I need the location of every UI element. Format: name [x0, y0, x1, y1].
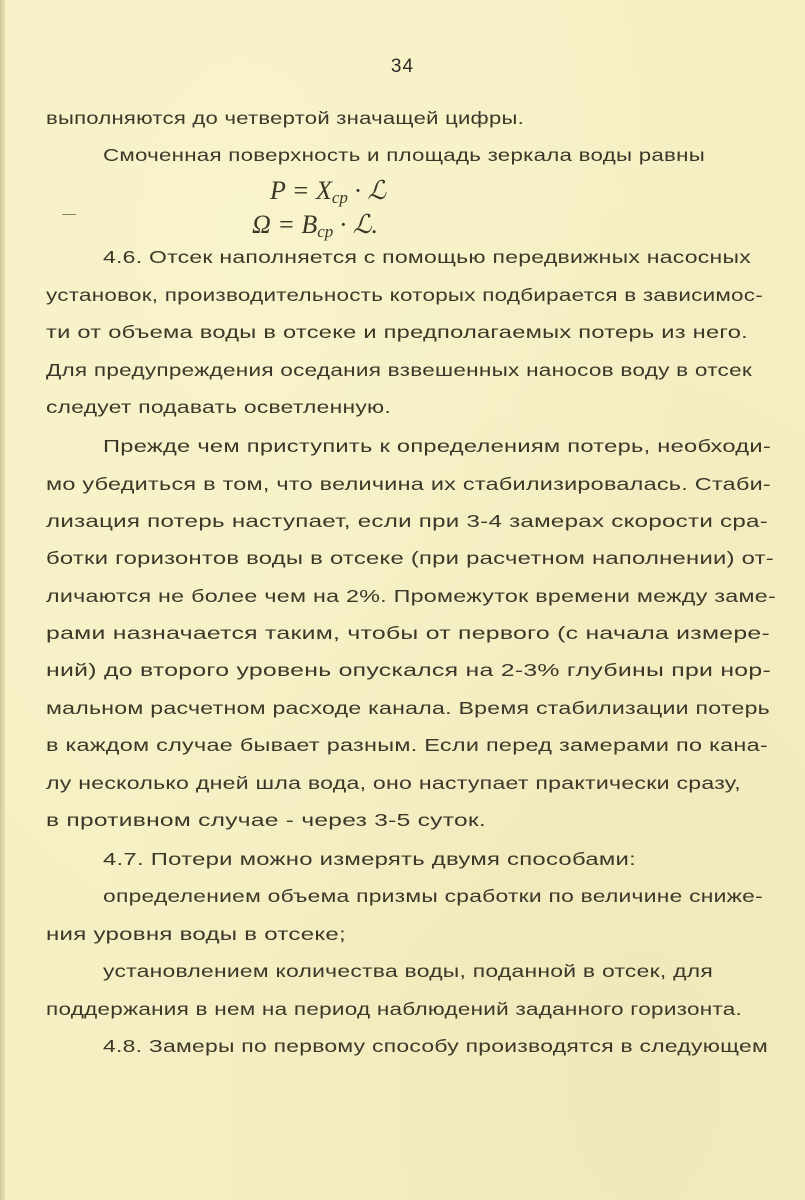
text-line: 4.7. Потери можно измерять двумя способами: — [103, 849, 636, 869]
formula-eq: = — [270, 210, 302, 239]
text-line: лу несколько дней шла вода, оно наступает практически сразу, — [46, 773, 741, 793]
formula-dot: · — [333, 210, 353, 239]
formula-rhs: ℒ — [352, 210, 372, 239]
text-line: Прежде чем приступить к определениям потерь, необходи- — [103, 436, 771, 456]
formula-f2 — [252, 210, 378, 242]
formula-lhs: Ω — [252, 210, 271, 239]
formula-lhs: P — [270, 176, 286, 205]
text-line: 4.6. Отсек наполняется с помощью передвижных насосных — [103, 247, 751, 267]
text-line: ботки горизонтов воды в отсеке (при расчетном наполнении) от- — [46, 548, 774, 568]
text-line: поддержания в нем на период наблюдений заданного горизонта. — [46, 999, 742, 1019]
text-line: выполняются до четвертой значащей цифры. — [46, 108, 524, 128]
text-line: личаются не более чем на 2%. Промежуток времени между заме- — [46, 586, 776, 606]
text-line: в каждом случае бывает разным. Если перед замерами по кана- — [46, 735, 768, 755]
page-binding-edge — [0, 0, 5, 1200]
text-line: установлением количества воды, поданной в отсек, для — [103, 961, 713, 981]
text-line: мальном расчетном расходе канала. Время стабилизации потерь — [46, 698, 770, 718]
text-line: Для предупреждения оседания взвешенных наносов воду в отсек — [46, 360, 752, 380]
text-line: в противном случае - через 3-5 суток. — [46, 810, 486, 830]
margin-mark — [62, 214, 76, 215]
formula-var: B — [301, 210, 318, 239]
formula-eq: = — [285, 176, 316, 205]
text-line: установок, производительность которых подбирается в зависимос- — [46, 285, 763, 305]
text-line: Смоченная поверхность и площадь зеркала воды равны — [103, 145, 705, 165]
page-number: 34 — [390, 56, 415, 77]
text-line: лизация потерь наступает, если при 3-4 замерах скорости сра- — [46, 511, 768, 531]
formula-f1 — [270, 176, 386, 208]
formula-rhs: ℒ — [367, 176, 387, 205]
text-line: ний) до второго уровень опускался на 2-3% глубины при нор- — [46, 660, 771, 680]
text-line: следует подавать осветленную. — [46, 397, 391, 417]
text-line: ти от объема воды в отсеке и предполагаемых потерь из него. — [46, 322, 748, 342]
formula-subscript: ср — [331, 188, 348, 207]
text-line: 4.8. Замеры по первому способу производятся в следующем — [103, 1036, 768, 1056]
formula-dot: · — [347, 176, 368, 205]
formula-subscript: ср — [317, 222, 334, 241]
formula-var: X — [315, 176, 332, 205]
text-line: рами назначается таким, чтобы от первого (с начала измере- — [46, 623, 770, 643]
text-line: ния уровня воды в отсеке; — [46, 924, 346, 944]
text-line: мо убедиться в том, что величина их стабилизировалась. Стаби- — [46, 474, 771, 494]
formula-end: . — [371, 210, 379, 239]
text-line: определением объема призмы сработки по величине сниже- — [103, 886, 763, 906]
